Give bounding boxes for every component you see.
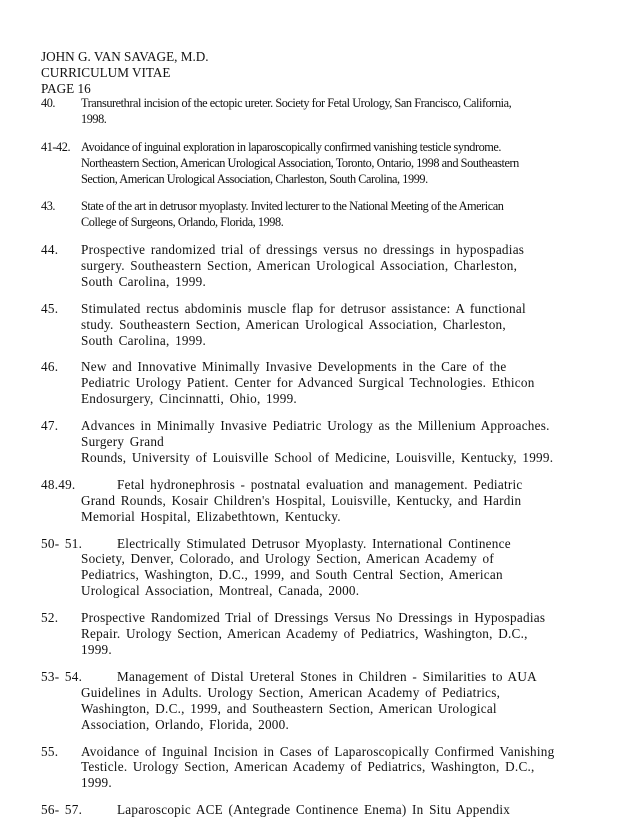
entry-text-line: College of Surgeons, Orlando, Florida, 1998. [81, 215, 284, 230]
entry-text-line: surgery. Southeastern Section, American Urological Association, Charleston, [81, 257, 518, 273]
entry-text-line: Guidelines in Adults. Urology Section, American Academy of Pediatrics, [81, 684, 501, 700]
entry-text-line: New and Innovative Minimally Invasive Developments in the Care of the [81, 359, 507, 375]
entry-number: 50- 51. [41, 535, 83, 551]
presentation-entry-45 [41, 301, 601, 349]
entry-number: 43. [41, 199, 56, 214]
entry-text-line: Management of Distal Ureteral Stones in Children - Similarities to AUA [117, 668, 537, 684]
entry-text-line: Transurethral incision of the ectopic ureter. Society for Fetal Urology, San Francisco, California, [81, 96, 512, 111]
presentation-entry-53-54 [41, 669, 601, 733]
presentation-entry-55 [41, 744, 601, 792]
entry-text-line: Pediatrics, Washington, D.C., 1999, and South Central Section, American [81, 567, 503, 583]
entry-text-line: study. Southeastern Section, American Urological Association, Charleston, [81, 316, 506, 332]
entry-number: 55. [41, 743, 59, 759]
presentation-entry-52 [41, 610, 601, 658]
entry-number: 47. [41, 418, 59, 434]
entry-text-line: State of the art in detrusor myoplasty. Invited lecturer to the National Meeting of the American [81, 199, 504, 214]
entry-number: 41-42. [41, 139, 71, 154]
entry-text-line: South Carolina, 1999. [81, 273, 207, 289]
entry-text-line: Section, American Urological Association, Charleston, South Carolina, 1999. [81, 171, 428, 186]
presentation-entry-48-49 [41, 477, 601, 525]
entry-text-line: Avoidance of inguinal exploration in laparoscopically confirmed vanishing testicle syndrome. [81, 139, 502, 154]
entry-number: 56- 57. [41, 802, 83, 818]
presentation-entry-50-51 [41, 536, 601, 600]
entry-text-line: 1999. [81, 775, 112, 791]
presentation-entry-41-42 [41, 140, 601, 187]
cv-page [41, 49, 601, 818]
entry-text-line: Grand Rounds, Kosair Children's Hospital, Louisville, Kentucky, and Hardin [81, 492, 522, 508]
entry-text-line: Surgery Grand [81, 434, 165, 450]
entry-number: 52. [41, 610, 59, 626]
entry-text-line: Society, Denver, Colorado, and Urology Section, American Academy of [81, 551, 494, 567]
entry-text-line: 1998. [81, 112, 107, 127]
entry-text-line: Avoidance of Inguinal Incision in Cases of Laparoscopically Confirmed Vanishing [81, 743, 555, 759]
entry-number: 46. [41, 359, 59, 375]
entry-text-line: Stimulated rectus abdominis muscle flap for detrusor assistance: A functional [81, 300, 526, 316]
entry-text-line: Rounds, University of Louisville School of Medicine, Louisville, Kentucky, 1999. [81, 449, 554, 465]
presentation-entry-56-57 [41, 802, 601, 818]
entry-text-line: Pediatric Urology Patient. Center for Advanced Surgical Technologies. Ethicon [81, 375, 535, 391]
page-header [41, 49, 601, 96]
entry-text-line: Memorial Hospital, Elizabethtown, Kentucky. [81, 508, 341, 524]
author-name: JOHN G. VAN SAVAGE, M.D. [41, 49, 209, 64]
entry-text-line: 1999. [81, 642, 112, 657]
page-number: PAGE 16 [41, 80, 91, 96]
entry-text-line: Electrically Stimulated Detrusor Myoplasty. International Continence [117, 535, 511, 551]
entry-text-line: Washington, D.C., 1999, and Southeastern Section, American Urological [81, 700, 497, 716]
entry-text-line: Laparoscopic ACE (Antegrade Continence Enema) In Situ Appendix [117, 802, 511, 818]
entry-text-line: Prospective randomized trial of dressings versus no dressings in hypospadias [81, 241, 525, 257]
entry-text-line: Urological Association, Montreal, Canada, 2000. [81, 583, 360, 599]
entry-number: 45. [41, 300, 59, 316]
entry-text-line: Northeastern Section, American Urological Association, Toronto, Ontario, 1998 and Southeastern [81, 155, 519, 170]
entry-text-line: Fetal hydronephrosis - postnatal evaluation and management. Pediatric [117, 476, 523, 492]
document-title: CURRICULUM VITAE [41, 64, 171, 80]
presentation-entry-46 [41, 359, 601, 407]
entry-number: 53- 54. [41, 668, 83, 684]
entry-text-line: Association, Orlando, Florida, 2000. [81, 716, 290, 732]
presentation-entry-40 [41, 96, 601, 128]
presentation-entry-44 [41, 242, 601, 290]
entry-number: 44. [41, 241, 59, 257]
presentation-entry-43 [41, 199, 601, 231]
entry-text-line: Advances in Minimally Invasive Pediatric Urology as the Millenium Approaches. [81, 418, 550, 434]
entry-number: 48.49. [41, 476, 76, 492]
entry-number: 40. [41, 96, 56, 111]
entry-text-line: Testicle. Urology Section, American Academy of Pediatrics, Washington, D.C., [81, 759, 535, 775]
entry-text-line: Endosurgery, Cincinnatti, Ohio, 1999. [81, 391, 297, 407]
entry-text-line: Repair. Urology Section, American Academy of Pediatrics, Washington, D.C., [81, 626, 528, 642]
presentation-entry-47 [41, 418, 601, 466]
entry-text-line: Prospective Randomized Trial of Dressings Versus No Dressings in Hypospadias [81, 610, 546, 626]
entry-text-line: South Carolina, 1999. [81, 332, 207, 348]
